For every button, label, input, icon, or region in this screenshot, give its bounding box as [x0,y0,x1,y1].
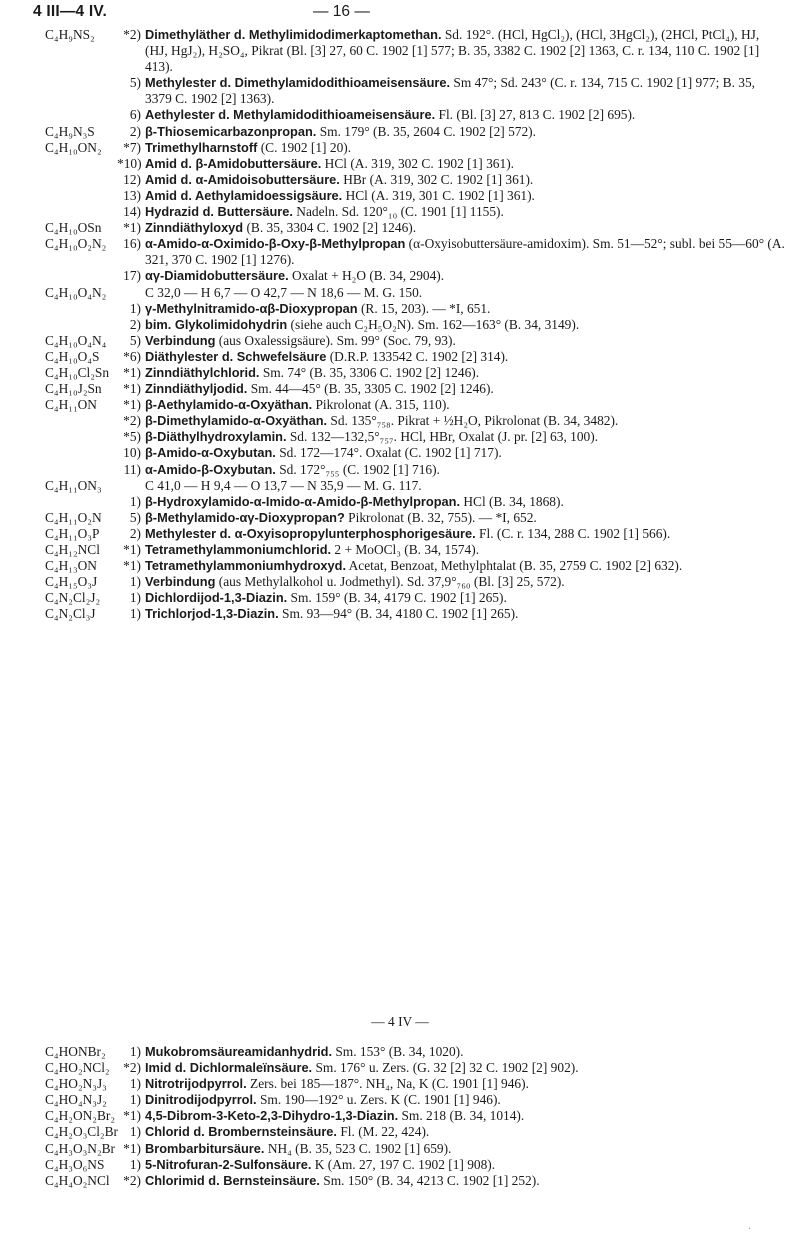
compound-name: Verbindung [145,332,216,348]
compound-entry [45,75,785,107]
formula [45,268,117,284]
entry-number: 14) [123,204,141,220]
entry-number: 11) [123,461,141,477]
entry-text [145,510,785,526]
formula: C₄HO₂NCl₂ [45,1060,110,1076]
entry-number: 5) [129,75,141,91]
entry-number: *1) [123,1140,141,1156]
compound-entry [45,124,785,140]
compound-name: Mukobromsäureamidanhydrid. [145,1044,333,1059]
entry-details: Sm. 93—94° (B. 34, 4180 C. 1902 [1] 265). [278,606,519,622]
entry-details: Sm. 44—45° (B. 35, 3305 C. 1902 [2] 1246). [247,381,494,397]
entry-text [145,478,785,494]
entry-details: NH₄ (B. 35, 523 C. 1902 [1] 659). [264,1140,452,1156]
entry-details: Fl. (C. r. 134, 288 C. 1902 [1] 566). [475,525,671,541]
compound-name: β-Aethylamido-α-Oxyäthan. [145,397,313,413]
compound-name: Chlorimid d. Bernsteinsäure. [145,1172,320,1188]
entry-text [145,301,785,317]
entry-number: *1) [123,397,141,413]
entry-details: (aus Oxalessigsäure). Sm. 99° (Soc. 79, 93). [215,332,456,348]
compound-entry [45,1157,785,1173]
entry-text [145,75,785,107]
entry-text [145,27,785,75]
entry-details: Sd. 135°₇₅₈. Pikrat + ½H₂O, Pikrolonat (B. 34, 3482). [327,413,619,429]
entry-text [145,156,785,172]
compound-name: Nitrotrijodpyrrol. [145,1076,247,1092]
entry-details: Fl. (Bl. [3] 27, 813 C. 1902 [2] 695). [435,107,636,123]
entry-details: Sd. 192°. (HCl, HgCl₂), (HCl, 3HgCl₂), (2HCl, PtCl₄), HJ, (HJ, HgJ₂), H₂SO₄, Pikrat (Bl. [3] 27, 60 C. 1902 [1] 577; B. 35, 3382 C. 1902 [2] 1363, C. r. 134, 110 C. 1902 [1] 413). [145,27,760,75]
compound-entry [45,1044,785,1060]
compound-name: Methylester d. α-Oxyisopropylunterphosphorigesäure. [145,525,476,541]
entry-number: *2) [123,27,141,42]
entry-number: 1) [129,1124,141,1140]
compound-name: γ-Methylnitramido-αβ-Dioxypropan [145,300,358,316]
entry-number: *1) [123,220,141,236]
entry-details: (R. 15, 203). — *I, 651. [357,300,491,316]
formula [45,462,117,478]
entry-text [145,1092,785,1108]
compound-entry [45,268,785,284]
formula [45,75,117,107]
formula: C₄H₁₀ON₂ [45,139,102,155]
entry-number: 1) [129,590,141,606]
entry-text [145,413,785,429]
compound-entry [45,1124,785,1140]
compound-entry [45,413,785,429]
compound-name: α-Amido-α-Oximido-β-Oxy-β-Methylpropan [145,236,406,252]
compound-name: Aethylester d. Methylamidodithioameisensäure. [145,107,436,123]
compound-entry [45,220,785,236]
compound-name: Imid d. Dichlormaleïnsäure. [145,1060,313,1076]
entry-details: Sm. 74° (B. 35, 3306 C. 1902 [2] 1246). [259,364,480,380]
entry-number: *10) [117,155,142,171]
compound-entry [45,381,785,397]
compound-entry [45,510,785,526]
formula: C₄H₁₀O₄N₄ [45,332,107,348]
entry-text [145,462,785,478]
entry-text [145,590,785,606]
entry-details: (C. 1902 [1] 20). [257,139,352,155]
entry-number: 17) [123,268,141,284]
entry-number: 2) [129,525,141,541]
formula [45,494,117,510]
compound-entry [45,349,785,365]
entry-number: 1) [129,574,141,590]
entry-number: 5) [129,509,141,525]
compound-name: Chlorid d. Brombernsteinsäure. [145,1124,337,1140]
entry-number: 1) [129,300,141,316]
formula: C₄HONBr₂ [45,1044,106,1059]
compound-name: Dinitrodijodpyrrol. [145,1092,257,1108]
entry-text [145,140,785,156]
compound-name: β-Thiosemicarbazonpropan. [145,123,317,139]
formula: C₄H₁₅O₃J [45,574,98,590]
entry-number: *2) [123,1060,141,1076]
compound-entry [45,365,785,381]
compound-entry [45,1141,785,1157]
compound-entry [45,140,785,156]
entries-block-b [45,1044,785,1189]
compound-name: Zinndiäthyljodid. [145,381,248,397]
formula: C₄H₂ON₂Br₂ [45,1108,116,1124]
formula: C₄H₃O₆NS [45,1156,105,1172]
entry-text [145,526,785,542]
entry-text [145,397,785,413]
compound-name: 4,5-Dibrom-3-Keto-2,3-Dihydro-1,3-Diazin. [145,1108,399,1124]
entry-details: K (Am. 27, 197 C. 1902 [1] 908). [311,1156,496,1172]
entry-text [145,220,785,236]
compound-entry [45,574,785,590]
entry-details: Fl. (M. 22, 424). [337,1124,430,1140]
entry-text [145,188,785,204]
entry-number: *7) [123,139,141,155]
compound-entry [45,526,785,542]
entry-number: 2) [129,316,141,332]
entry-text [145,365,785,381]
entry-text [145,445,785,461]
entry-text [145,333,785,349]
entry-text [145,317,785,333]
entry-number: *6) [123,348,141,364]
compound-entry [45,494,785,510]
entry-text [145,429,785,445]
compound-entry [45,285,785,301]
entry-number: 2) [129,123,141,139]
formula [45,172,117,188]
formula [45,204,117,220]
page-number: — 16 — [313,3,370,20]
compound-entry [45,317,785,333]
formula: C₄H₁₀OSn [45,220,102,236]
compound-entry [45,156,785,172]
compound-entry [45,1092,785,1108]
stray-mark: . [748,1218,751,1232]
entry-details: (α-Oxyisobuttersäure-amidoxim). Sm. 51—52°; subl. bei 55—60° (A. 321, 370 C. 1902 [1] 1276). [145,236,785,268]
entry-number: 1) [129,1092,141,1108]
compound-name: Diäthylester d. Schwefelsäure [145,348,327,364]
compound-name: Methylester d. Dimethylamidodithioameisensäure. [145,75,451,91]
entry-number: *2) [123,413,141,429]
entry-number: *1) [123,381,141,397]
entry-details: HBr (A. 319, 302 C. 1902 [1] 361). [339,171,534,187]
compound-entry [45,204,785,220]
compound-entry [45,333,785,349]
entry-text [145,268,785,284]
compound-name: α-Amido-β-Oxybutan. [145,461,276,477]
formula: C₄H₁₀O₂N₂ [45,236,107,252]
entry-details: Sm. 176° u. Zers. (G. 32 [2] 32 C. 1902 [2] 902). [312,1060,579,1076]
compound-entry [45,478,785,494]
compound-name: Amid d. β-Amidobuttersäure. [145,155,322,171]
entry-text [145,542,785,558]
compound-name: Amid d. Aethylamidoessigsäure. [145,187,343,203]
entry-number: 1) [129,1156,141,1172]
entry-number: 12) [123,171,141,187]
entry-details: HCl (A. 319, 301 C. 1902 [1] 361). [342,187,535,203]
formula: C₄H₁₀O₄N₂ [45,284,107,300]
entry-details: HCl (A. 319, 302 C. 1902 [1] 361). [321,155,514,171]
formula [45,301,117,317]
entry-details: HCl (B. 34, 1868). [460,493,564,509]
entry-details: Sm. 190—192° u. Zers. K (C. 1901 [1] 946). [256,1092,501,1108]
entry-text [145,1044,785,1060]
entry-number: 1) [129,493,141,509]
compound-name: Tetramethylammoniumchlorid. [145,542,332,557]
formula [45,445,117,461]
compound-name: Trimethylharnstoff [145,139,258,155]
compound-entry [45,542,785,558]
formula: C₄H₉NS₂ [45,27,95,42]
entry-number: 6) [129,107,141,123]
entry-text [145,381,785,397]
compound-entry [45,445,785,461]
compound-entry [45,1076,785,1092]
entry-number [117,478,145,494]
formula: C₄HO₂N₃J₃ [45,1076,107,1092]
compound-name: β-Dimethylamido-α-Oxyäthan. [145,413,328,429]
formula [45,156,117,172]
entry-text [145,204,785,220]
formula: C₄N₂Cl₃J [45,606,96,622]
compound-entry [45,397,785,413]
formula: C₄H₁₂NCl [45,542,100,557]
compound-name: Dichlordijod-1,3-Diazin. [145,590,288,606]
entry-text [145,558,785,574]
entry-text [145,124,785,140]
compound-entry [45,1108,785,1124]
entry-number: *2) [123,1172,141,1188]
compound-name: Dimethyläther d. Methylimidodimerkaptomethan. [145,27,442,42]
entry-details: Sm. 150° (B. 34, 4213 C. 1902 [1] 252). [319,1172,540,1188]
entry-details: Sd. 172°₇₅₅ (C. 1902 [1] 716). [275,461,440,477]
entry-details: Nadeln. Sd. 120°₁₀ (C. 1901 [1] 1155). [292,204,504,220]
entry-number: 1) [129,1044,141,1059]
formula: C₄N₂Cl₂J₂ [45,590,101,606]
compound-name: β-Hydroxylamido-α-Imido-α-Amido-β-Methylpropan. [145,493,461,509]
section-heading: — 4 IV — [371,1014,429,1029]
entry-text [145,1060,785,1076]
entry-text [145,1076,785,1092]
entry-details: Zers. bei 185—187°. NH₄, Na, K (C. 1901 [1] 946). [246,1076,529,1092]
entry-text [145,1173,785,1189]
entry-details: (D.R.P. 133542 C. 1902 [2] 314). [326,348,509,364]
formula: C₄H₁₀J₂Sn [45,381,102,397]
compound-entry [45,1060,785,1076]
compound-entry [45,27,785,75]
compound-name: Amid d. α-Amidoisobuttersäure. [145,171,340,187]
compound-name: Zinndiäthyloxyd [145,220,244,236]
entry-number: *1) [123,1108,141,1124]
formula: C₄H₂O₃Cl₂Br [45,1124,118,1140]
compound-name: Trichlorjod-1,3-Diazin. [145,606,279,622]
compound-entry [45,236,785,268]
entry-details: Sd. 132—132,5°₇₅₇. HCl, HBr, Oxalat (J. pr. [2] 63, 100). [286,429,599,445]
entry-number: *1) [123,364,141,380]
compound-entry [45,429,785,445]
entry-details: Sm. 218 (B. 34, 1014). [398,1108,525,1124]
entry-text [145,349,785,365]
formula: C₄HO₄N₃J₂ [45,1092,107,1108]
entry-text [145,285,785,301]
entry-text [145,606,785,622]
entry-details: Pikrolonat (A. 315, 110). [312,397,450,413]
entries-block-a [45,27,785,622]
entry-details: Sm. 153° (B. 34, 1020). [332,1044,464,1059]
entry-number: *5) [123,429,141,445]
formula: C₄H₁₁ON [45,397,97,413]
entry-details: Sd. 172—174°. Oxalat (C. 1902 [1] 717). [275,445,502,461]
compound-name: β-Methylamido-αγ-Dioxypropan? [145,509,345,525]
entry-text [145,1157,785,1173]
compound-entry [45,188,785,204]
compound-name: 5-Nitrofuran-2-Sulfonsäure. [145,1156,312,1172]
entry-number: *1) [123,542,141,557]
entry-text [145,236,785,268]
entry-details: 2 + MoOCl₃ (B. 34, 1574). [331,542,480,557]
formula [45,317,117,333]
compound-name: Tetramethylammoniumhydroxyd. [145,558,347,574]
entry-details: Oxalat + H₂O (B. 34, 2904). [288,268,445,284]
formula [45,429,117,445]
section-header: 4 III—4 IV. [33,3,108,20]
entry-number [117,285,145,301]
entry-details: Acetat, Benzoat, Methylphtalat (B. 35, 2759 C. 1902 [2] 632). [346,558,683,574]
compound-entry [45,1173,785,1189]
formula [45,188,117,204]
compound-entry [45,590,785,606]
entry-text [145,1108,785,1124]
entry-details: Sm. 159° (B. 34, 4179 C. 1902 [1] 265). [287,590,507,606]
compound-entry [45,606,785,622]
compound-name: Verbindung [145,574,216,590]
compound-name: Hydrazid d. Buttersäure. [145,204,293,220]
entry-text [145,1124,785,1140]
entry-number: 1) [129,1076,141,1092]
compound-name: β-Diäthylhydroxylamin. [145,429,287,445]
entry-details: Sm. 179° (B. 35, 2604 C. 1902 [2] 572). [316,123,536,139]
entry-details: (B. 35, 3304 C. 1902 [2] 1246). [243,220,417,236]
entry-number: 10) [123,445,141,461]
entry-details: (aus Methylalkohol u. Jodmethyl). Sd. 37,9°₇₆₀ (Bl. [3] 25, 572). [215,574,565,590]
entry-details: Pikrolonat (B. 32, 755). — *I, 652. [344,509,537,525]
compound-entry [45,172,785,188]
formula: C₄H₁₀O₄S [45,348,100,364]
compound-entry [45,301,785,317]
compound-name: Brombarbitursäure. [145,1140,265,1156]
entry-number: 13) [123,187,141,203]
compound-entry [45,462,785,478]
entry-details: (siehe auch C₂H₅O₂N). Sm. 162—163° (B. 34, 3149). [287,316,580,332]
entry-number: 16) [123,236,141,252]
formula: C₄H₁₀Cl₂Sn [45,364,110,380]
entry-number: 5) [129,332,141,348]
compound-name: αγ-Diamidobuttersäure. [145,268,289,284]
entry-text [145,1141,785,1157]
entry-details: C 41,0 — H 9,4 — O 13,7 — N 35,9 — M. G. 117. [145,477,422,493]
formula: C₄H₁₁O₃P [45,525,100,541]
formula: C₄H₄O₂NCl [45,1172,110,1188]
formula: C₄H₉N₃S [45,123,95,139]
compound-entry [45,558,785,574]
entry-number: *1) [123,558,141,574]
compound-name: Zinndiäthylchlorid. [145,364,260,380]
formula: C₄H₃O₃N₂Br [45,1140,116,1156]
formula [45,413,117,429]
entry-text [145,172,785,188]
formula: C₄H₁₁ON₃ [45,477,102,493]
entry-text [145,494,785,510]
formula: C₄H₁₁O₂N [45,509,102,525]
compound-entry [45,107,785,123]
formula: C₄H₁₃ON [45,558,97,574]
entry-text [145,574,785,590]
entry-details: C 32,0 — H 6,7 — O 42,7 — N 18,6 — M. G. 150. [145,284,423,300]
entry-text [145,107,785,123]
entry-number: 1) [129,606,141,622]
compound-name: β-Amido-α-Oxybutan. [145,445,276,461]
compound-name: bim. Glykolimidohydrin [145,316,288,332]
entry-details: Sm 47°; Sd. 243° (C. r. 134, 715 C. 1902 [1] 977; B. 35, 3379 C. 1902 [2] 1363). [145,75,756,107]
formula [45,107,117,123]
